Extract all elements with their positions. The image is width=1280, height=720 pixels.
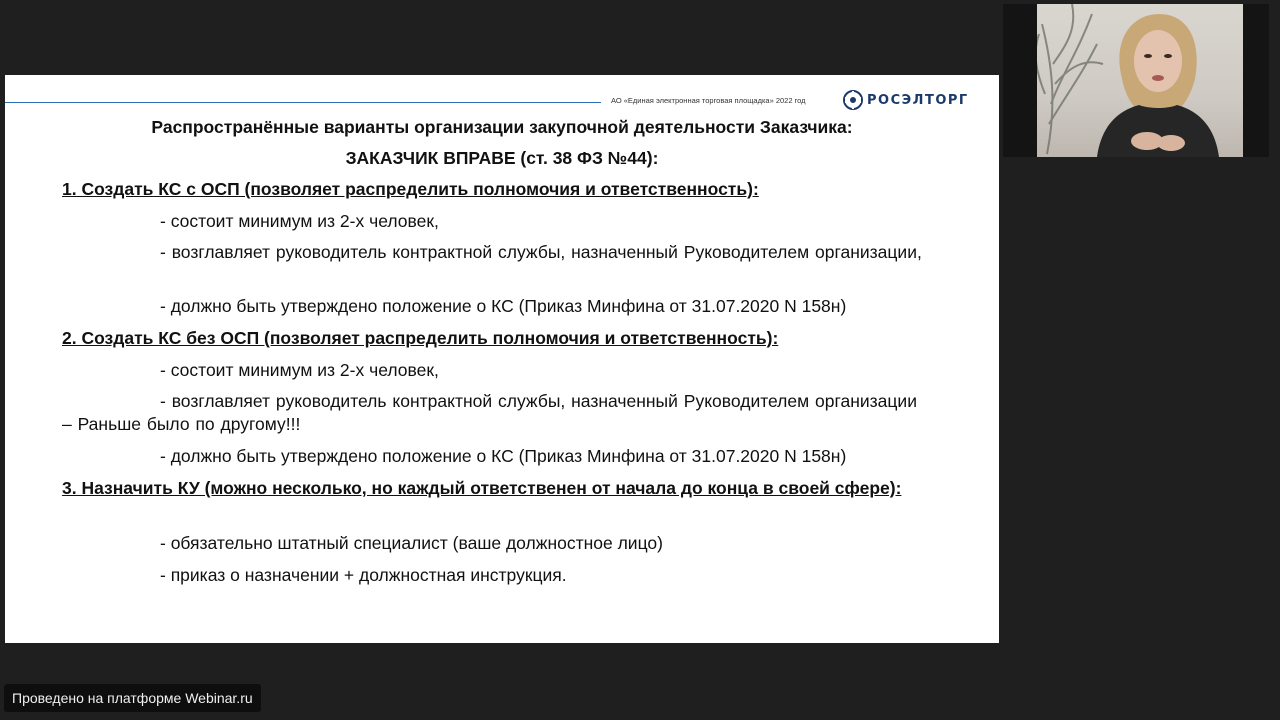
slide-subtitle: ЗАКАЗЧИК ВПРАВЕ (ст. 38 ФЗ №44): <box>345 148 659 168</box>
section-3-heading: 3. Назначить КУ (можно несколько, но каждый ответственен от начала до конца в своей сфере): <box>62 478 902 498</box>
roseltorg-logo <box>843 90 969 110</box>
slide-title: Распространённые варианты организации закупочной деятельности Заказчика: <box>151 117 853 137</box>
section-3-bullet-1: - обязательно штатный специалист (ваше должностное лицо) <box>160 533 663 553</box>
section-1-bullet-2: - возглавляет руководитель контрактной службы, назначенный Руководителем организации, <box>160 242 922 262</box>
logo-text: РОСЭЛТОРГ <box>867 92 969 108</box>
section-1-bullet-1: - состоит минимум из 2-х человек, <box>160 211 439 231</box>
platform-badge[interactable]: Проведено на платформе Webinar.ru <box>4 684 261 712</box>
roseltorg-logo-icon <box>843 90 863 110</box>
section-2-bullet-3: - должно быть утверждено положение о КС (Приказ Минфина от 31.07.2020 N 158н) <box>160 446 847 466</box>
section-3-bullet-2: - приказ о назначении + должностная инструкция. <box>160 565 567 585</box>
section-1-heading: 1. Создать КС с ОСП (позволяет распределить полномочия и ответственность): <box>62 179 759 199</box>
presentation-slide <box>5 75 999 643</box>
presenter-image <box>1087 9 1227 157</box>
header-divider <box>5 102 601 103</box>
presenter-video <box>1003 4 1269 157</box>
section-2-bullet-1: - состоит минимум из 2-х человек, <box>160 360 439 380</box>
presenter-video-frame <box>1037 4 1243 157</box>
section-2-bullet-2: - возглавляет руководитель контрактной службы, назначенный Руководителем организации – Раньше было по другому!!! <box>62 391 917 434</box>
header-caption: АО «Единая электронная торговая площадка» 2022 год <box>611 96 806 105</box>
section-2-heading: 2. Создать КС без ОСП (позволяет распределить полномочия и ответственность): <box>62 328 779 348</box>
section-1-bullet-3: - должно быть утверждено положение о КС (Приказ Минфина от 31.07.2020 N 158н) <box>160 296 847 316</box>
